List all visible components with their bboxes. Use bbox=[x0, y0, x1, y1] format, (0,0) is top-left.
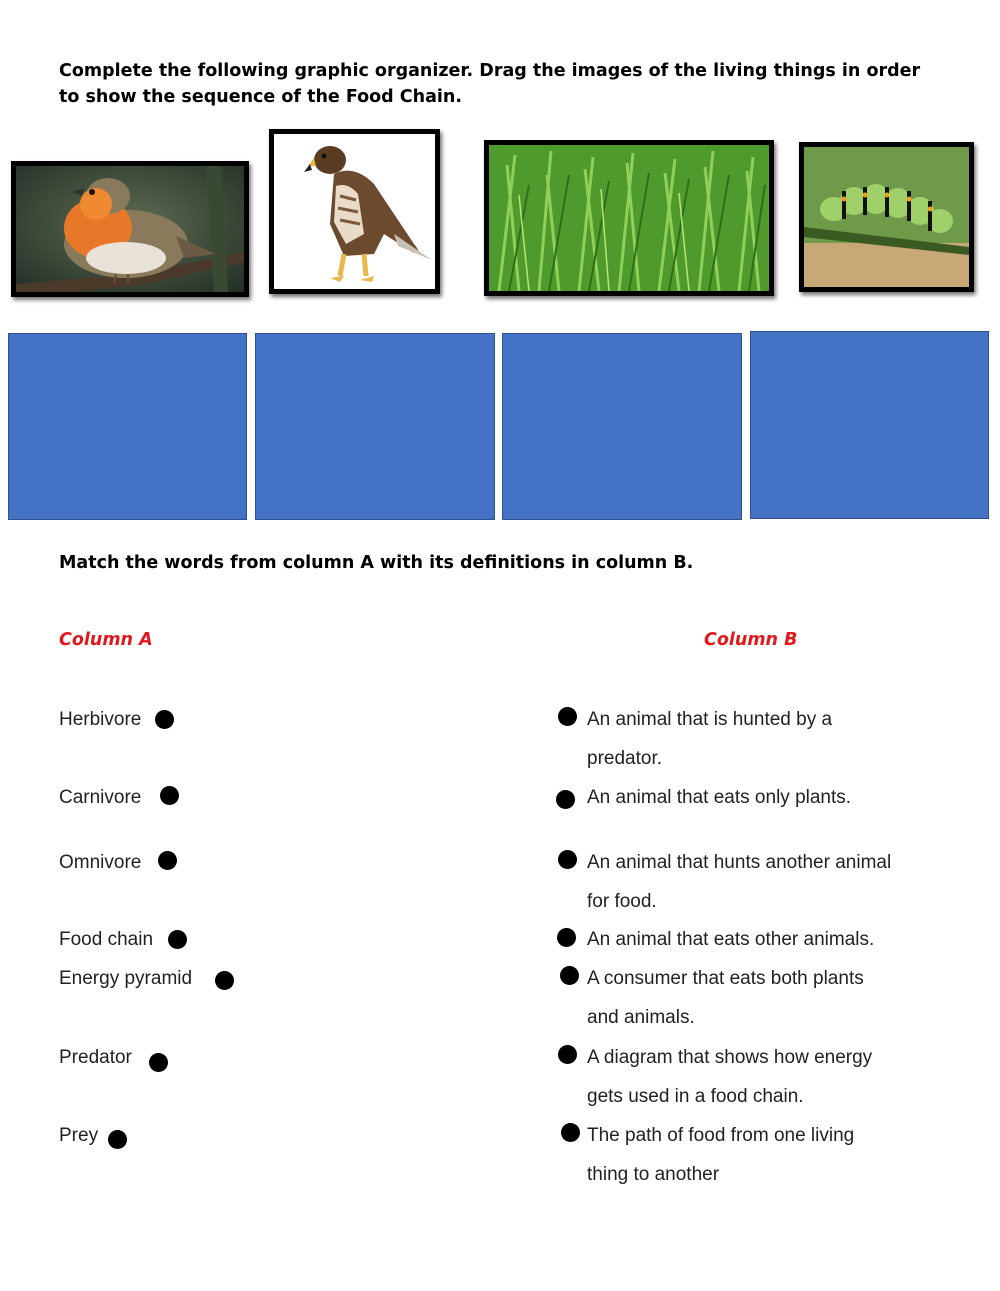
definition-line: A diagram that shows how energy bbox=[587, 1047, 873, 1068]
term-energy-pyramid: Energy pyramid bbox=[59, 968, 193, 989]
term-food-chain: Food chain bbox=[59, 929, 154, 950]
term-prey: Prey bbox=[59, 1125, 99, 1146]
term-carnivore: Carnivore bbox=[59, 787, 142, 808]
term-herbivore: Herbivore bbox=[59, 709, 142, 730]
hawk-icon bbox=[274, 134, 435, 289]
drop-zone-4[interactable] bbox=[750, 331, 989, 519]
term-predator: Predator bbox=[59, 1047, 132, 1068]
drop-zone-1[interactable] bbox=[8, 333, 247, 520]
term-herbivore-dot[interactable] bbox=[155, 710, 174, 729]
definition-1-dot[interactable] bbox=[558, 707, 577, 726]
robin-icon bbox=[16, 166, 244, 292]
definition-line: for food. bbox=[587, 891, 657, 912]
grass-image-card[interactable] bbox=[484, 140, 774, 296]
definition-line: An animal that hunts another animal bbox=[587, 852, 892, 873]
column-a-header: Column A bbox=[59, 630, 153, 650]
definition-6-dot[interactable] bbox=[558, 1045, 577, 1064]
definition-2-dot[interactable] bbox=[556, 790, 575, 809]
drop-zone-2[interactable] bbox=[255, 333, 495, 520]
drop-zone-3[interactable] bbox=[502, 333, 742, 520]
definition-line: predator. bbox=[587, 748, 662, 769]
definition-3-dot[interactable] bbox=[558, 850, 577, 869]
term-prey-dot[interactable] bbox=[108, 1130, 127, 1149]
term-predator-dot[interactable] bbox=[149, 1053, 168, 1072]
hawk-image-card[interactable] bbox=[269, 129, 440, 294]
term-omnivore-dot[interactable] bbox=[158, 851, 177, 870]
term-omnivore: Omnivore bbox=[59, 852, 142, 873]
definition-line: gets used in a food chain. bbox=[587, 1086, 804, 1107]
definition-line: An animal that eats other animals. bbox=[587, 929, 875, 950]
term-energy-pyramid-dot[interactable] bbox=[215, 971, 234, 990]
matching-instructions: Match the words from column A with its definitions in column B. bbox=[59, 553, 694, 573]
definition-line: and animals. bbox=[587, 1007, 695, 1028]
term-food-chain-dot[interactable] bbox=[168, 930, 187, 949]
graphic-organizer-instructions: Complete the following graphic organizer. Drag the images of the living things in order to show the sequence of the Food Chain. bbox=[59, 61, 921, 107]
term-carnivore-dot[interactable] bbox=[160, 786, 179, 805]
column-b-header: Column B bbox=[704, 630, 798, 650]
definition-5-dot[interactable] bbox=[560, 966, 579, 985]
definition-line: thing to another bbox=[587, 1164, 720, 1185]
definition-line: A consumer that eats both plants bbox=[587, 968, 864, 989]
caterpillar-image-card[interactable] bbox=[799, 142, 974, 292]
caterpillar-icon bbox=[804, 147, 969, 287]
robin-image-card[interactable] bbox=[11, 161, 249, 297]
definition-4-dot[interactable] bbox=[557, 928, 576, 947]
definition-line: An animal that eats only plants. bbox=[587, 787, 852, 808]
grass-icon bbox=[489, 145, 769, 291]
definition-line: An animal that is hunted by a bbox=[587, 709, 833, 730]
definition-7-dot[interactable] bbox=[561, 1123, 580, 1142]
definition-line: The path of food from one living bbox=[587, 1125, 855, 1146]
